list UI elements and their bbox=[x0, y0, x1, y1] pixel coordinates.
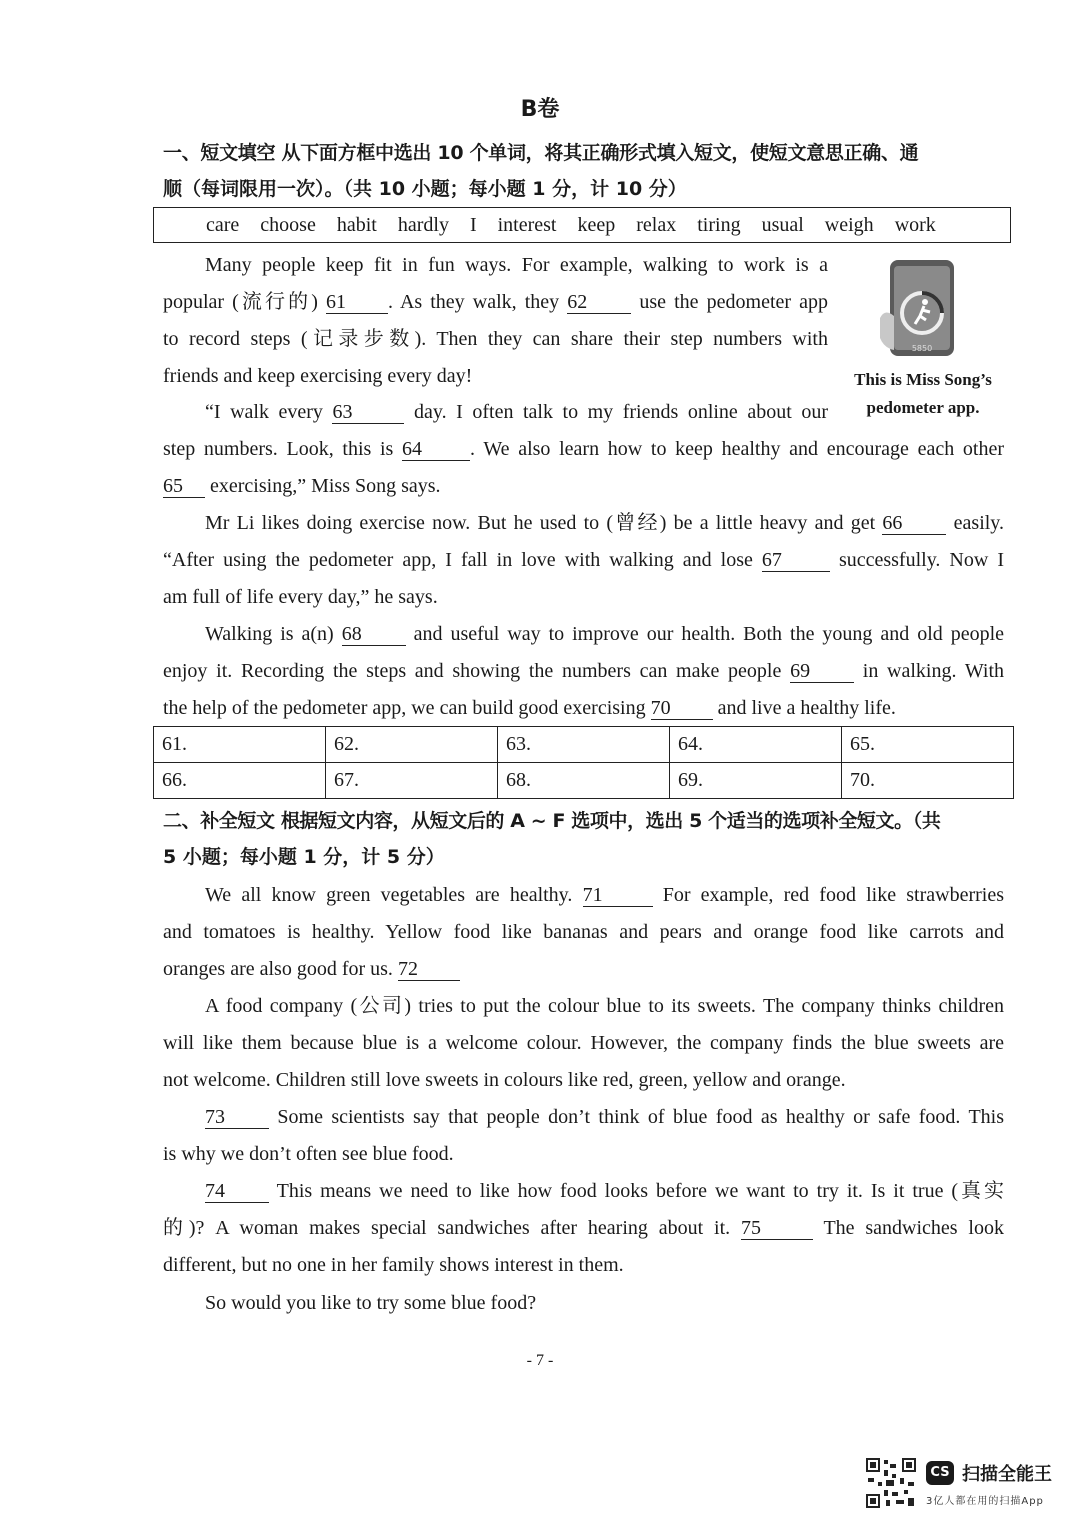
blank-74: 74 bbox=[205, 1180, 269, 1203]
section1-heading bbox=[163, 135, 1013, 207]
text-span: “I walk every bbox=[205, 401, 323, 423]
text-line bbox=[163, 951, 1004, 988]
word-bank-item: keep bbox=[577, 213, 616, 236]
word-bank-item: choose bbox=[260, 213, 316, 236]
text-span: and useful way to improve our health. Both the young and old people bbox=[413, 623, 1005, 645]
text-line: and tomatoes is healthy. Yellow food like bananas and pears and orange food like carrots and bbox=[163, 921, 1004, 943]
text-line bbox=[163, 542, 1004, 579]
text-line: A food company (公司) tries to put the colour blue to its sweets. The company thinks children bbox=[205, 995, 1004, 1017]
word-bank-item: usual bbox=[761, 213, 804, 236]
answer-cell-62[interactable]: 62. bbox=[326, 727, 498, 763]
text-span: For example, red food like strawberries bbox=[662, 884, 1005, 906]
text-line: will like them because blue is a welcome colour. However, the company finds the blue sweets are bbox=[163, 1032, 1004, 1054]
text-line: am full of life every day,” he says. bbox=[163, 586, 438, 608]
text-line bbox=[163, 1173, 1004, 1210]
answer-cell-69[interactable]: 69. bbox=[670, 763, 842, 799]
answer-row bbox=[154, 763, 1014, 799]
word-bank-item: relax bbox=[636, 213, 677, 236]
word-bank-item: habit bbox=[336, 213, 377, 236]
answer-cell-67[interactable]: 67. bbox=[326, 763, 498, 799]
s1-paragraph-2 bbox=[163, 394, 1004, 505]
blank-63: 63 bbox=[332, 401, 404, 424]
blank-62: 62 bbox=[567, 291, 631, 314]
blank-70: 70 bbox=[651, 697, 713, 720]
text-line bbox=[163, 468, 1004, 505]
text-span: Some scientists say that people don’t think of blue food as healthy or safe food. This bbox=[277, 1106, 1005, 1128]
section1-heading-line1: 一、短文填空 从下面方框中选出 10 个单词，将其正确形式填入短文，使短文意思正确、通 bbox=[163, 142, 919, 164]
text-line bbox=[163, 1210, 1004, 1247]
blank-61: 61 bbox=[326, 291, 388, 314]
caption-line1: This is Miss Song’s bbox=[854, 370, 992, 389]
text-line bbox=[163, 1099, 1004, 1136]
word-bank-box bbox=[153, 207, 1011, 243]
text-span: Mr Li likes doing exercise now. But he used to (曾经) be a little heavy and get bbox=[205, 512, 876, 534]
word-bank-item: weigh bbox=[824, 213, 874, 236]
text-span: in walking. With bbox=[862, 660, 1005, 682]
text-line: is why we don’t often see blue food. bbox=[163, 1143, 454, 1165]
word-bank-item: hardly bbox=[397, 213, 449, 236]
page-number: - 7 - bbox=[526, 1352, 554, 1369]
text-line bbox=[163, 431, 1004, 468]
text-line: friends and keep exercising every day! bbox=[163, 365, 473, 387]
blank-67: 67 bbox=[762, 549, 830, 572]
text-line bbox=[163, 394, 828, 431]
text-line: So would you like to try some blue food? bbox=[205, 1292, 537, 1314]
word-bank-item: tiring bbox=[697, 213, 741, 236]
qr-code-icon bbox=[866, 1458, 916, 1508]
answer-table bbox=[153, 726, 1014, 799]
text-span: oranges are also good for us. bbox=[163, 958, 393, 980]
text-span: day. I often talk to my friends online about our bbox=[414, 401, 828, 423]
answer-cell-63[interactable]: 63. bbox=[498, 727, 670, 763]
text-line: not welcome. Children still love sweets in colours like red, green, yellow and orange. bbox=[163, 1069, 846, 1091]
text-span: . As they walk, they bbox=[387, 291, 560, 313]
text-span: successfully. Now I bbox=[838, 549, 1004, 571]
section2-heading-line1: 二、补全短文 根据短文内容，从短文后的 A ~ F 选项中，选出 5 个适当的选项补全短文。（共 bbox=[163, 810, 941, 832]
text-line bbox=[163, 690, 1004, 727]
word-bank-item: care bbox=[206, 213, 240, 236]
s1-paragraph-1 bbox=[163, 247, 828, 395]
section2-heading bbox=[163, 803, 1013, 875]
phone-step-counter: 5850 bbox=[911, 344, 933, 353]
text-span: and live a healthy life. bbox=[717, 697, 896, 719]
s1-paragraph-3 bbox=[163, 505, 1004, 616]
text-span: exercising,” Miss Song says. bbox=[210, 475, 441, 497]
text-span: 的)? A woman makes special sandwiches after hearing about it. bbox=[163, 1217, 731, 1239]
blank-64: 64 bbox=[402, 438, 470, 461]
blank-71: 71 bbox=[583, 884, 653, 907]
scanner-tagline: 3亿人都在用的扫描App bbox=[926, 1496, 1044, 1507]
answer-cell-65[interactable]: 65. bbox=[842, 727, 1014, 763]
text-span: the help of the pedometer app, we can build good exercising bbox=[163, 697, 646, 719]
text-span: easily. bbox=[953, 512, 1005, 534]
text-span: step numbers. Look, this is bbox=[163, 438, 394, 460]
text-line bbox=[163, 877, 1004, 914]
word-bank-item: I bbox=[469, 213, 477, 236]
camscanner-logo-icon: CS bbox=[926, 1461, 954, 1485]
answer-cell-64[interactable]: 64. bbox=[670, 727, 842, 763]
text-span: Walking is a(n) bbox=[205, 623, 334, 645]
blank-66: 66 bbox=[882, 512, 946, 535]
answer-cell-61[interactable]: 61. bbox=[154, 727, 326, 763]
text-line bbox=[163, 616, 1004, 653]
s2-paragraph-1 bbox=[163, 877, 1004, 988]
word-bank-item: interest bbox=[497, 213, 557, 236]
text-span: popular (流行的) bbox=[163, 291, 318, 313]
text-span: use the pedometer app bbox=[639, 291, 829, 313]
answer-cell-66[interactable]: 66. bbox=[154, 763, 326, 799]
answer-cell-70[interactable]: 70. bbox=[842, 763, 1014, 799]
blank-65: 65 bbox=[163, 475, 205, 498]
text-line bbox=[163, 284, 828, 321]
caption-line2: pedometer app. bbox=[866, 398, 980, 417]
s2-paragraph-5 bbox=[163, 1285, 1004, 1322]
text-line bbox=[163, 653, 1004, 690]
s1-paragraph-4 bbox=[163, 616, 1004, 727]
s2-paragraph-2 bbox=[163, 988, 1004, 1099]
text-line bbox=[163, 505, 1004, 542]
text-span: . We also learn how to keep healthy and encourage each other bbox=[470, 438, 1005, 460]
blank-73: 73 bbox=[205, 1106, 269, 1129]
text-span: “After using the pedometer app, I fall in love with walking and lose bbox=[163, 549, 753, 571]
section1-heading-line2: 顺（每词限用一次）。（共 10 小题；每小题 1 分，计 10 分） bbox=[163, 178, 687, 200]
scanner-app-name: 扫描全能王 bbox=[962, 1464, 1052, 1485]
section2-heading-line2: 5 小题；每小题 1 分，计 5 分） bbox=[163, 846, 445, 868]
blank-69: 69 bbox=[790, 660, 854, 683]
blank-68: 68 bbox=[342, 623, 406, 646]
text-span: This means we need to like how food looks before we want to try it. Is it true (真实 bbox=[276, 1180, 1005, 1202]
blank-75: 75 bbox=[741, 1217, 813, 1240]
text-line: to record steps (记录步数). Then they can share their step numbers with bbox=[163, 328, 828, 350]
s2-paragraph-4 bbox=[163, 1173, 1004, 1284]
pedometer-phone-image bbox=[880, 258, 964, 358]
blank-72: 72 bbox=[398, 958, 460, 981]
text-span: enjoy it. Recording the steps and showing the numbers can make people bbox=[163, 660, 782, 682]
word-bank-item: work bbox=[894, 213, 936, 236]
text-line: different, but no one in her family shows interest in them. bbox=[163, 1254, 624, 1276]
paper-title: B卷 bbox=[520, 97, 560, 122]
answer-cell-68[interactable]: 68. bbox=[498, 763, 670, 799]
text-line: Many people keep fit in fun ways. For example, walking to work is a bbox=[205, 254, 828, 276]
answer-row bbox=[154, 727, 1014, 763]
text-span: We all know green vegetables are healthy. bbox=[205, 884, 573, 906]
s2-paragraph-3 bbox=[163, 1099, 1004, 1173]
text-span: The sandwiches look bbox=[823, 1217, 1004, 1239]
